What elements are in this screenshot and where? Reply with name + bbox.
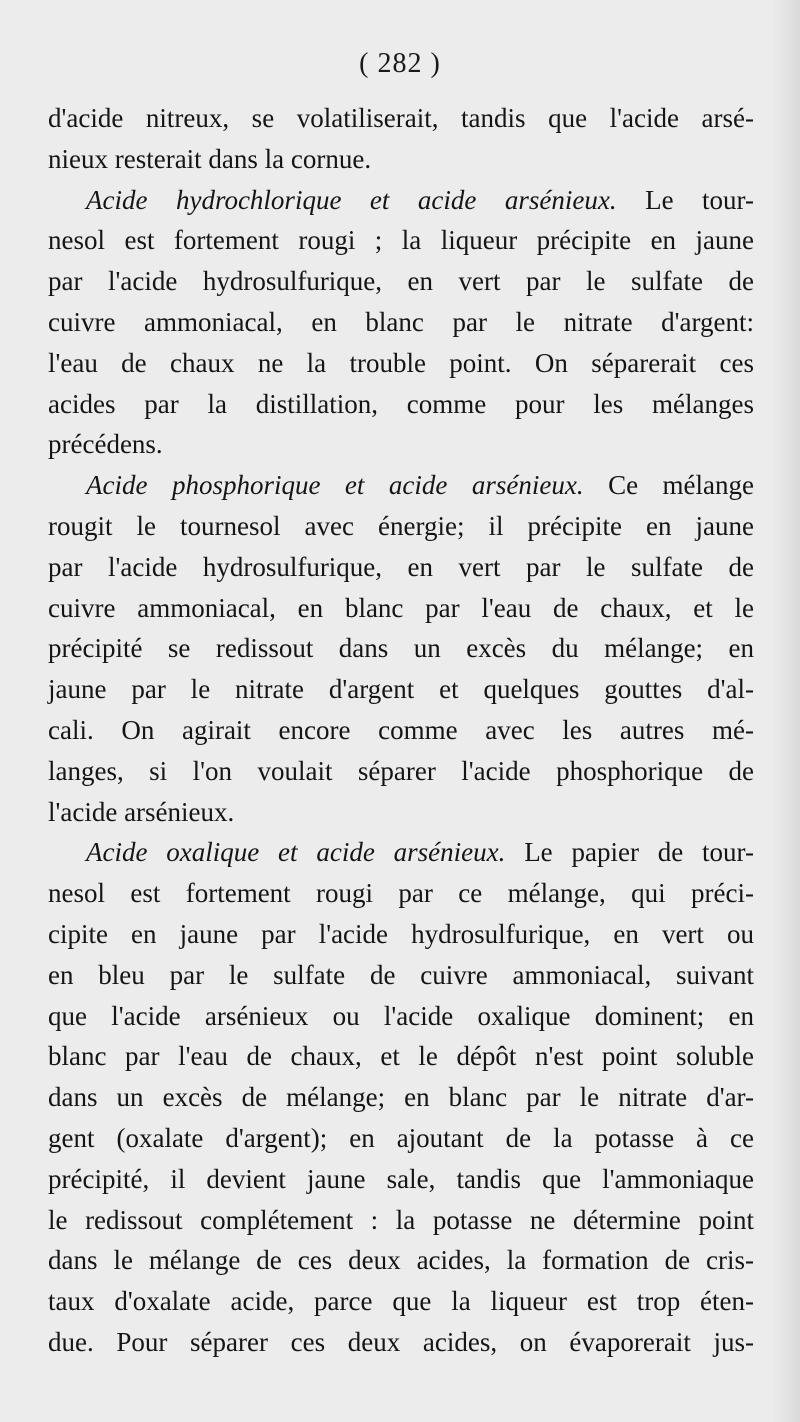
text-line — [48, 588, 754, 629]
text-line — [48, 384, 754, 425]
line-text: l'eau de chaux ne la trouble point. On séparerait ces — [48, 347, 754, 378]
line-text: le redissout complétement : la potasse ne détermine point — [48, 1204, 754, 1235]
line-text: précipité se redissout dans un excès du mélange; en — [48, 633, 754, 664]
text-line — [48, 1036, 754, 1077]
line-text: nesol est fortement rougi par ce mélange, qui préci- — [48, 878, 754, 909]
page-number: ( 282 ) — [359, 48, 441, 79]
line-text: cipite en jaune par l'acide hydrosulfurique, en vert ou — [48, 918, 754, 949]
text-line — [48, 792, 754, 833]
body-text — [48, 98, 754, 1363]
line-text: gent (oxalate d'argent); en ajoutant de la potasse à ce — [48, 1122, 754, 1153]
line-text: taux d'oxalate acide, parce que la liqueur est trop éten- — [48, 1286, 754, 1317]
line-text: d'acide nitreux, se volatiliserait, tandis que l'acide arsé- — [48, 103, 754, 133]
line-text: langes, si l'on voulait séparer l'acide phosphorique de — [48, 755, 754, 786]
line-text: Le papier de tour- — [505, 837, 754, 868]
line-text: que l'acide arsénieux ou l'acide oxalique dominent; en — [48, 1000, 754, 1031]
line-text: nieux resterait dans la cornue. — [48, 143, 372, 174]
text-line — [48, 139, 754, 180]
text-line — [48, 343, 754, 384]
text-line — [48, 302, 754, 343]
line-text: par l'acide hydrosulfurique, en vert par le sulfate de — [48, 551, 754, 582]
line-text: précédens. — [48, 429, 163, 460]
text-line — [48, 955, 754, 996]
text-line — [48, 180, 754, 221]
line-text: cuivre ammoniacal, en blanc par l'eau de chaux, et le — [48, 592, 754, 623]
line-text: cali. On agirait encore comme avec les autres mé- — [48, 714, 754, 745]
text-line — [48, 261, 754, 302]
line-text: rougit le tournesol avec énergie; il précipite en jaune — [48, 510, 754, 541]
line-text: en bleu par le sulfate de cuivre ammoniacal, suivant — [48, 959, 754, 990]
text-line — [48, 547, 754, 588]
line-text: cuivre ammoniacal, en blanc par le nitrate d'argent: — [48, 306, 754, 337]
text-line — [48, 1077, 754, 1118]
line-text: jaune par le nitrate d'argent et quelques gouttes d'al- — [48, 674, 754, 705]
text-line — [48, 465, 754, 506]
text-line — [48, 628, 754, 669]
line-text: blanc par l'eau de chaux, et le dépôt n'est point soluble — [48, 1041, 754, 1072]
line-text: nesol est fortement rougi ; la liqueur précipite en jaune — [48, 225, 754, 256]
text-line — [48, 832, 754, 873]
line-text: Le tour- — [616, 184, 755, 215]
line-text: acides par la distillation, comme pour les mélanges — [48, 388, 754, 419]
text-line — [48, 1322, 754, 1363]
section-heading: Acide oxalique et acide arsénieux. — [86, 837, 506, 868]
text-line — [48, 1200, 754, 1241]
text-line — [48, 669, 754, 710]
section-heading: Acide phosphorique et acide arsénieux. — [86, 470, 584, 501]
text-line — [48, 1240, 754, 1281]
section-heading: Acide hydrochlorique et acide arsénieux. — [86, 184, 617, 215]
text-line — [48, 424, 754, 465]
text-line — [48, 1118, 754, 1159]
text-line — [48, 1281, 754, 1322]
text-line — [48, 98, 754, 139]
text-line — [48, 751, 754, 792]
text-line — [48, 1159, 754, 1200]
line-text: dans un excès de mélange; en blanc par le nitrate d'ar- — [48, 1082, 754, 1113]
line-text: l'acide arsénieux. — [48, 796, 235, 827]
text-line — [48, 506, 754, 547]
line-text: par l'acide hydrosulfurique, en vert par le sulfate de — [48, 266, 754, 297]
line-text: dans le mélange de ces deux acides, la formation de cris- — [48, 1245, 754, 1276]
line-text: Ce mélange — [583, 470, 754, 501]
text-line — [48, 914, 754, 955]
line-text: due. Pour séparer ces deux acides, on évaporerait jus- — [48, 1326, 754, 1357]
text-line — [48, 710, 754, 751]
text-line — [48, 873, 754, 914]
text-line — [48, 996, 754, 1037]
line-text: précipité, il devient jaune sale, tandis que l'ammoniaque — [48, 1163, 754, 1194]
text-line — [48, 220, 754, 261]
